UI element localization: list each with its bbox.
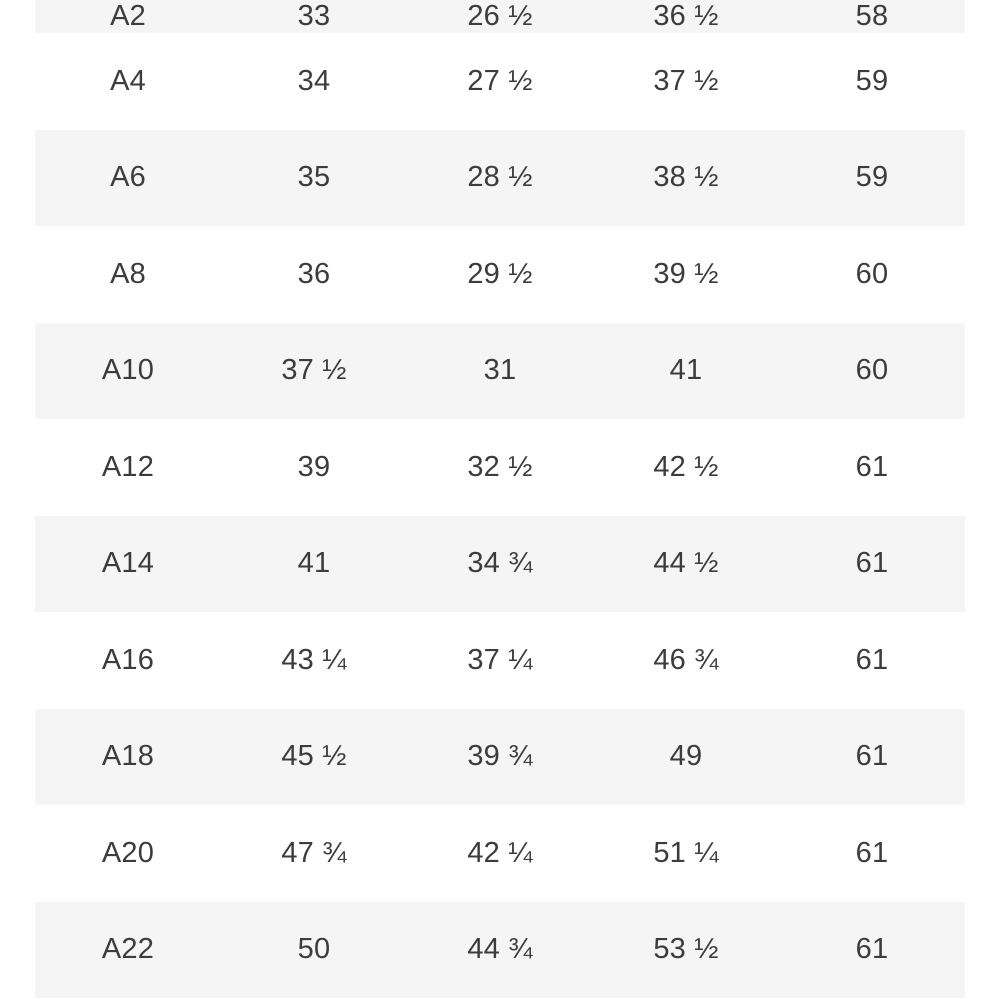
table-cell-chest: 37 ½: [281, 354, 347, 387]
size-chart-table: [35, 0, 965, 998]
table-cell-size: A20: [101, 836, 155, 869]
table-cell-height: 61: [855, 643, 889, 676]
table-row: [35, 226, 965, 323]
table-cell-height: 61: [855, 836, 889, 869]
table-cell-size: A10: [101, 354, 155, 387]
table-cell-waist: 26 ½: [467, 0, 533, 32]
table-cell-waist: 27 ½: [467, 64, 533, 97]
table-cell-hip: 49: [669, 740, 703, 773]
table-cell-chest: 39: [297, 450, 331, 483]
table-cell-height: 60: [855, 257, 889, 290]
table-cell-chest: 47 ¾: [281, 836, 347, 869]
table-cell-chest: 43 ¼: [281, 643, 347, 676]
table-cell-chest: 50: [297, 933, 331, 966]
table-row: [35, 130, 965, 227]
table-cell-height: 59: [855, 161, 889, 194]
table-cell-waist: 31: [483, 354, 517, 387]
table-cell-chest: 45 ½: [281, 740, 347, 773]
size-chart-body: [35, 0, 965, 998]
table-cell-waist: 39 ¾: [467, 740, 533, 773]
table-cell-size: A6: [110, 161, 146, 194]
table-row: [35, 323, 965, 420]
table-cell-height: 59: [855, 64, 889, 97]
table-row: [35, 33, 965, 130]
table-cell-hip: 41: [669, 354, 703, 387]
table-cell-size: A12: [101, 450, 155, 483]
table-cell-height: 61: [855, 450, 889, 483]
table-cell-chest: 41: [297, 547, 331, 580]
table-row: [35, 419, 965, 516]
table-cell-chest: 35: [297, 161, 331, 194]
table-row: [35, 0, 965, 33]
table-row: [35, 709, 965, 806]
table-cell-waist: 29 ½: [467, 257, 533, 290]
table-cell-height: 60: [855, 354, 889, 387]
table-cell-hip: 46 ¾: [653, 643, 719, 676]
table-row: [35, 805, 965, 902]
table-cell-size: A18: [101, 740, 155, 773]
table-cell-size: A16: [101, 643, 155, 676]
table-cell-hip: 37 ½: [653, 64, 719, 97]
table-cell-waist: 32 ½: [467, 450, 533, 483]
table-cell-size: A14: [101, 547, 155, 580]
table-cell-height: 61: [855, 740, 889, 773]
table-cell-waist: 37 ¼: [467, 643, 533, 676]
table-cell-size: A4: [110, 64, 146, 97]
table-cell-waist: 42 ¼: [467, 836, 533, 869]
table-cell-size: A2: [110, 0, 146, 32]
table-cell-size: A8: [110, 257, 146, 290]
table-cell-chest: 36: [297, 257, 331, 290]
table-row: [35, 612, 965, 709]
table-cell-height: 61: [855, 547, 889, 580]
table-cell-hip: 51 ¼: [653, 836, 719, 869]
table-cell-chest: 34: [297, 64, 331, 97]
table-cell-waist: 34 ¾: [467, 547, 533, 580]
table-row: [35, 902, 965, 999]
table-cell-height: 61: [855, 933, 889, 966]
table-cell-hip: 36 ½: [653, 0, 719, 32]
table-cell-waist: 28 ½: [467, 161, 533, 194]
table-cell-hip: 42 ½: [653, 450, 719, 483]
table-cell-chest: 33: [297, 0, 331, 32]
table-cell-hip: 39 ½: [653, 257, 719, 290]
table-cell-size: A22: [101, 933, 155, 966]
table-row: [35, 516, 965, 613]
table-cell-hip: 44 ½: [653, 547, 719, 580]
table-cell-height: 58: [855, 0, 889, 32]
table-cell-waist: 44 ¾: [467, 933, 533, 966]
table-cell-hip: 53 ½: [653, 933, 719, 966]
table-cell-hip: 38 ½: [653, 161, 719, 194]
